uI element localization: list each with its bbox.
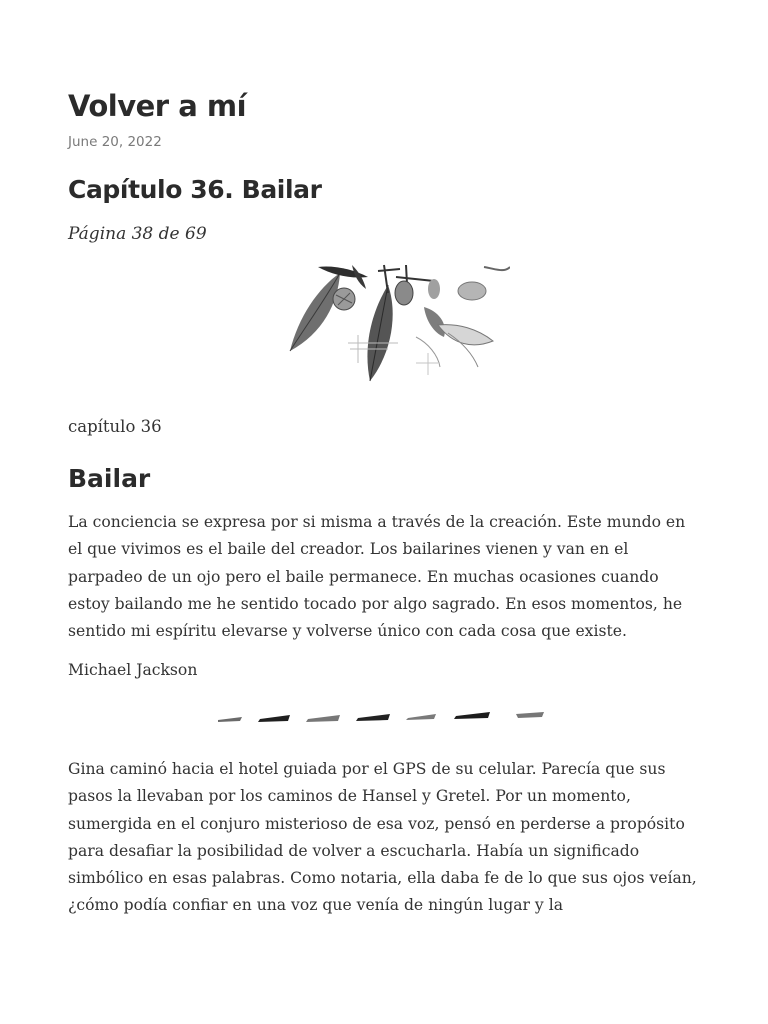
epigraph-author: Michael Jackson (68, 661, 198, 679)
chapter-label: capítulo 36 (68, 417, 162, 436)
publish-date: June 20, 2022 (68, 134, 162, 150)
botanical-illustration (288, 263, 510, 385)
section-heading: Bailar (68, 464, 151, 493)
dashed-separator (216, 706, 546, 726)
book-title: Volver a mí (68, 89, 247, 123)
page-indicator: Página 38 de 69 (68, 224, 207, 244)
chapter-title: Capítulo 36. Bailar (68, 175, 322, 204)
epigraph-quote: La conciencia se expresa por si misma a través de la creación. Este mundo en el que vivimos es el baile del creador. Los bailarines vienen y van en el parpadeo de un ojo pero el baile permanece. En muchas ocasiones cuando estoy bailando me he sentido tocado por algo sagrado. En esos momentos, he sentido mi espíritu elevarse y volverse único con cada cosa que existe. (68, 513, 686, 641)
story-paragraph: Gina caminó hacia el hotel guiada por el GPS de su celular. Parecía que sus pasos la llevaban por los caminos de Hansel y Gretel. Por un momento, sumergida en el conjuro misterioso de esa voz, pensó en perderse a propósito para desafiar la posibilidad de volver a escucharla. Había un significado simbólico en esas palabras. Como notaria, ella daba fe de lo que sus ojos veían, ¿cómo podía confiar en una voz que venía de ningún lugar y la (68, 760, 697, 915)
